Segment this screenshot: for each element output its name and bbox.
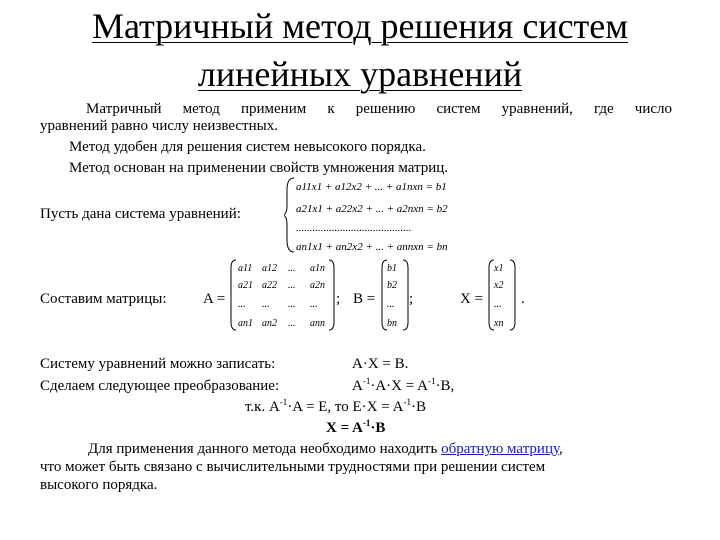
equation-system (284, 174, 474, 256)
matrix-x-cell: x2 (494, 280, 504, 291)
matrix-a-cell: ... (288, 299, 296, 310)
system-label: Пусть дана система уравнений: (40, 206, 241, 222)
matrix-a-cell: a1n (310, 263, 325, 274)
system-row-n: an1x1 + an2x2 + ... + annxn = bn (296, 241, 448, 253)
matrix-b-cell: bn (387, 318, 397, 329)
conclusion-line-1: Для применения данного метода необходимо находить обратную матрицу, (88, 441, 563, 457)
matrix-x-label: X = (460, 291, 484, 307)
matrix-a-cell: ann (310, 318, 325, 329)
matrix-a-cell: a12 (262, 263, 277, 274)
system-dots-row: .......................................... (296, 222, 412, 234)
eq-since: т.к. $A^{-1}\cdot A = E$, то $E\cdot X = A^{-1}\cdot B$ (245, 397, 426, 415)
matrix-x-cell: x1 (494, 263, 504, 274)
matrix-b (381, 258, 409, 332)
eq-transform: $A^{-1}\cdot A\cdot X = A^{-1}\cdot B$, (352, 376, 455, 394)
matrix-a-cell: ... (262, 299, 270, 310)
matrix-x-cell: xn (494, 318, 504, 329)
point-small-order: Метод удобен для решения систем невысокого порядка. (69, 139, 426, 155)
separator-semicolon-1: ; (336, 291, 341, 307)
inverse-matrix-link[interactable]: обратную матрицу (441, 441, 559, 457)
matrix-b-cell: b2 (387, 280, 397, 291)
eq-label: Систему уравнений можно записать: (40, 356, 276, 372)
matrix-a-cell: ... (288, 318, 296, 329)
matrix-a-cell: a2n (310, 280, 325, 291)
eq-result: $X = A^{-1}\cdot B$ (326, 418, 386, 436)
matrix-a-cell: a11 (238, 263, 253, 274)
matrix-a (230, 258, 335, 332)
matrix-a-cell: ... (288, 280, 296, 291)
matrix-a-cell: a21 (238, 280, 253, 291)
conclusion-line-3: высокого порядка. (40, 477, 158, 493)
matrix-a-cell: ... (238, 299, 246, 310)
matrix-a-cell: ... (288, 263, 296, 274)
intro-line-1: Матричный метод применим к решению систем уравнений, где число (86, 101, 672, 117)
matrix-x-cell: ... (494, 299, 502, 310)
matrix-a-cell: ... (310, 299, 318, 310)
transform-label: Сделаем следующее преобразование: (40, 378, 280, 394)
matrix-b-cell: b1 (387, 263, 397, 274)
matrix-a-label: A = (203, 291, 226, 307)
matrix-x (488, 258, 516, 332)
matrix-b-cell: ... (387, 299, 395, 310)
intro-line-2: уравнений равно числу неизвестных. (40, 118, 278, 134)
matrix-b-label: B = (353, 291, 376, 307)
system-row-2: a21x1 + a22x2 + ... + a2nxn = b2 (296, 203, 448, 215)
matrix-a-cell: an2 (262, 318, 277, 329)
end-dot: . (521, 291, 525, 307)
matrices-label: Составим матрицы: (40, 291, 167, 307)
matrix-a-cell: an1 (238, 318, 253, 329)
eq-ax-b: A·X = B. (352, 356, 409, 372)
conclusion-line-2: что может быть связано с вычислительными трудностями при решении систем (40, 459, 546, 475)
system-row-1: a11x1 + a12x2 + ... + a1nxn = b1 (296, 181, 447, 193)
matrix-a-cell: a22 (262, 280, 277, 291)
slide-title: Матричный метод решения систем линейных уравнений (91, 6, 629, 94)
separator-semicolon-2: ; (409, 291, 414, 307)
point-matrix-multiplication: Метод основан на применении свойств умножения матриц. (69, 160, 449, 176)
